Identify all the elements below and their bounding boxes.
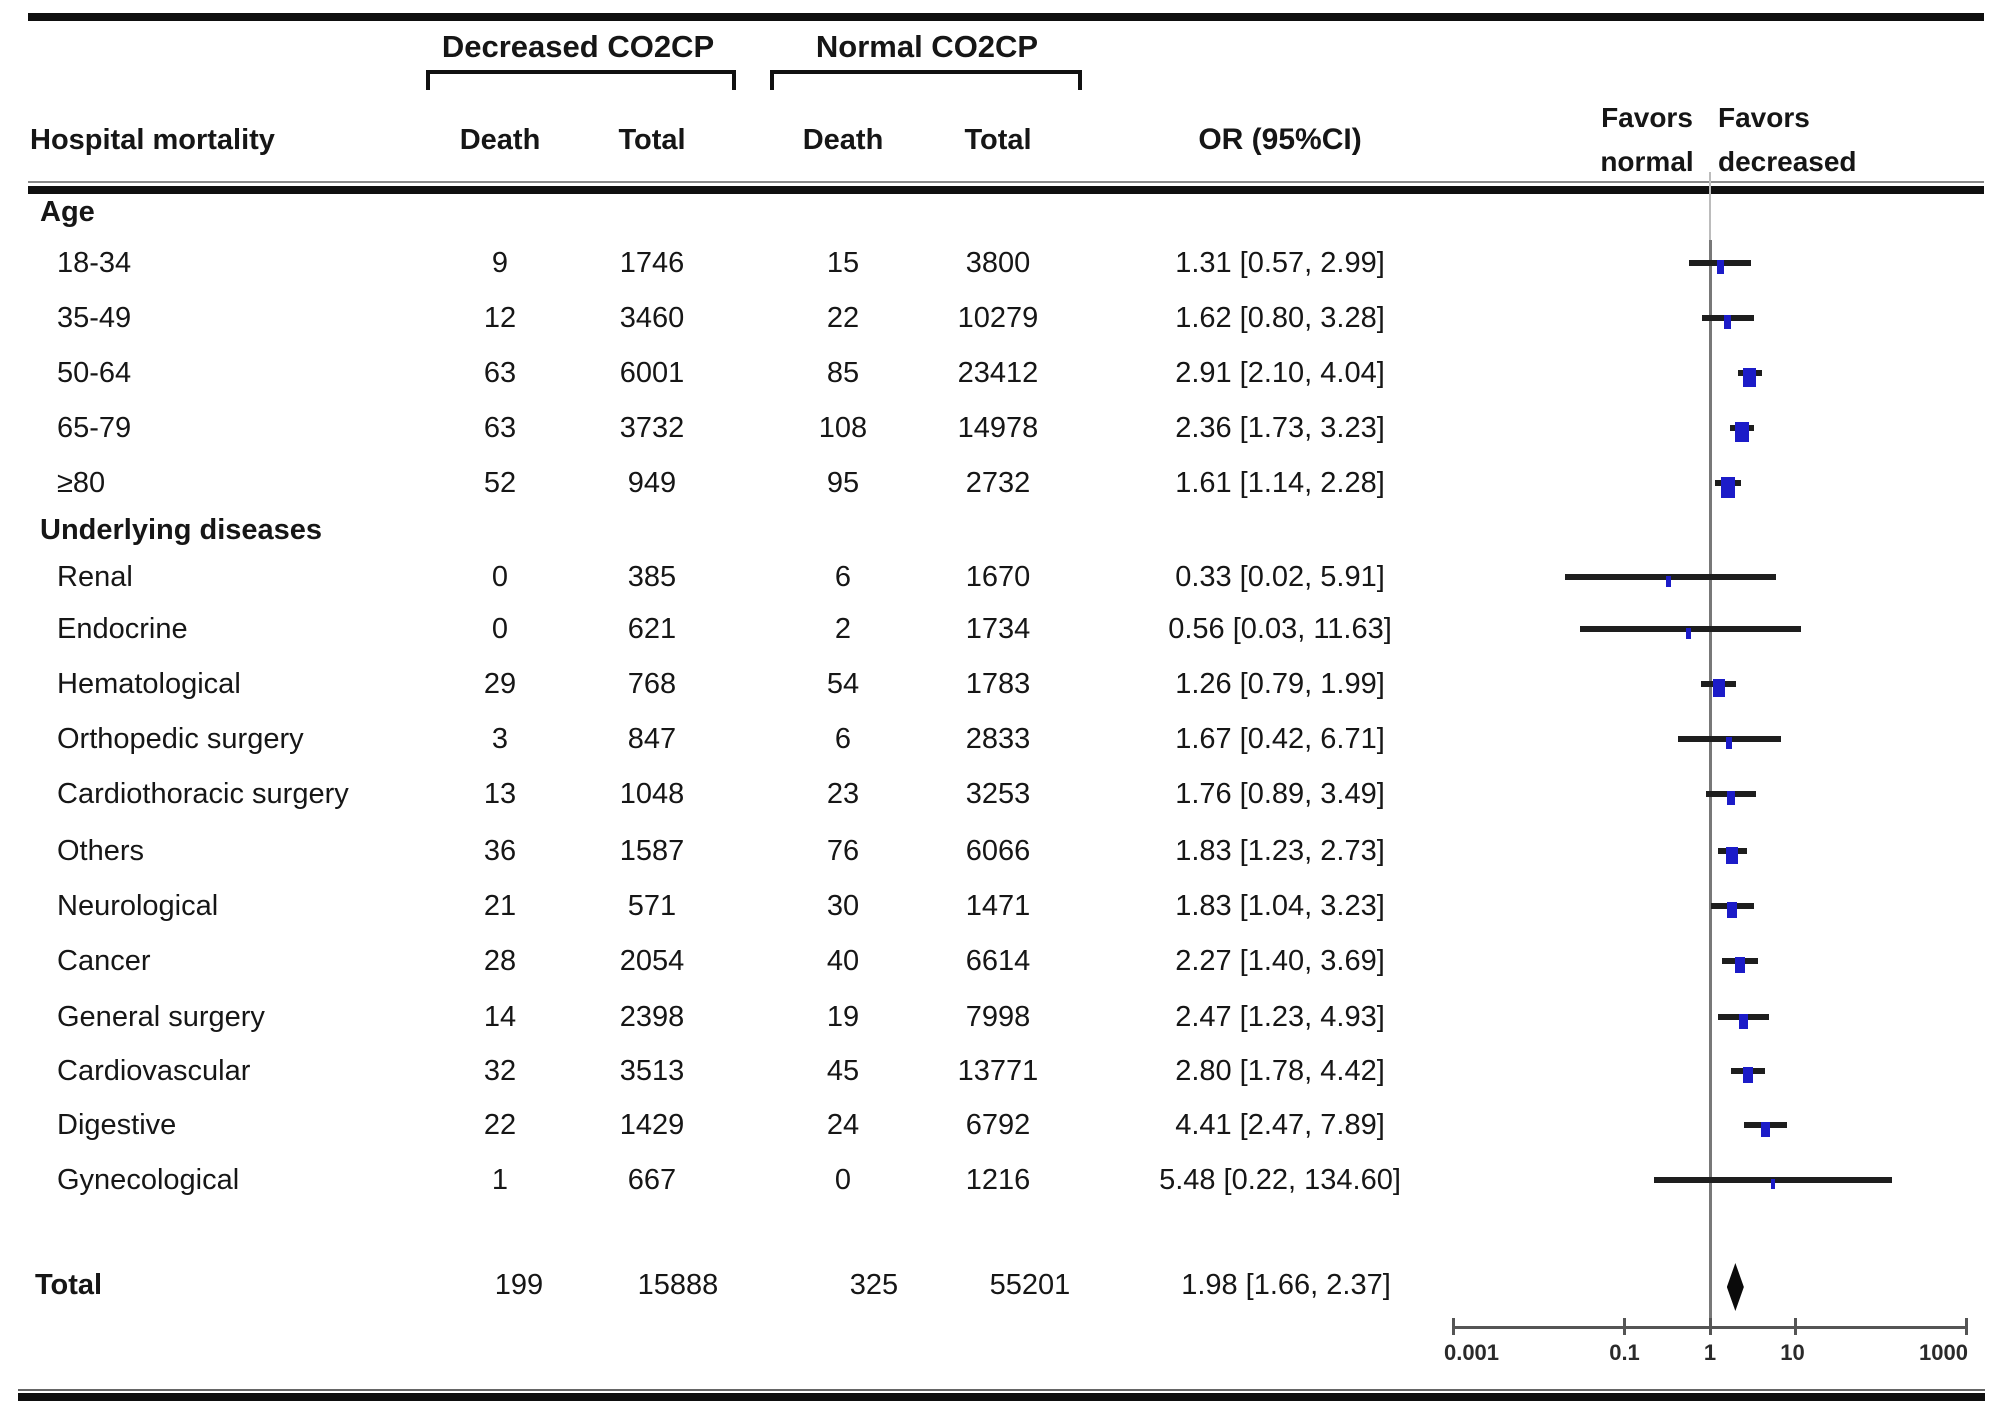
total-decreased-column-header: Total — [618, 124, 686, 156]
or-ci-value: 4.41 [2.47, 7.89] — [1175, 1109, 1385, 1141]
total-normal-value: 6614 — [965, 945, 1031, 977]
death-decreased-value: 36 — [483, 835, 517, 867]
or-ci-value: 2.36 [1.73, 3.23] — [1175, 412, 1385, 444]
total-normal-value: 7998 — [965, 1001, 1031, 1033]
death-normal-column-header: Death — [802, 124, 884, 156]
death-normal-value: 23 — [826, 778, 860, 810]
or-ci-value: 2.80 [1.78, 4.42] — [1175, 1055, 1385, 1087]
total-decreased-value: 3460 — [619, 302, 685, 334]
total-normal-value: 6792 — [965, 1109, 1031, 1141]
total-decreased-value: 949 — [627, 467, 677, 499]
row-label: Others — [57, 835, 145, 867]
summary-diamond — [1727, 1263, 1744, 1311]
or-ci-value: 5.48 [0.22, 134.60] — [1159, 1164, 1401, 1196]
death-normal-value: 45 — [826, 1055, 860, 1087]
axis-tick-label: 1000 — [1919, 1340, 1968, 1365]
total-decreased-value: 1746 — [619, 247, 685, 279]
null-line-upper — [1709, 172, 1711, 240]
death-decreased-value: 199 — [494, 1269, 544, 1301]
death-decreased-value: 63 — [483, 412, 517, 444]
or-marker — [1726, 737, 1732, 749]
favors-decreased-label — [1718, 96, 1857, 184]
death-decreased-value: 0 — [491, 561, 509, 593]
death-normal-value: 76 — [826, 835, 860, 867]
total-decreased-value: 667 — [627, 1164, 677, 1196]
row-label: Gynecological — [57, 1164, 240, 1196]
death-normal-value: 22 — [826, 302, 860, 334]
or-ci-value: 2.91 [2.10, 4.04] — [1175, 357, 1385, 389]
bottom-border — [18, 1393, 1985, 1401]
or-marker — [1717, 260, 1724, 274]
death-decreased-value: 3 — [491, 723, 509, 755]
death-decreased-value: 28 — [483, 945, 517, 977]
row-label: Total — [35, 1269, 103, 1301]
total-decreased-value: 15888 — [637, 1269, 719, 1301]
death-normal-value: 40 — [826, 945, 860, 977]
or-ci-value: 1.83 [1.23, 2.73] — [1175, 835, 1385, 867]
total-decreased-value: 6001 — [619, 357, 685, 389]
or-ci-value: 1.26 [0.79, 1.99] — [1175, 668, 1385, 700]
row-label: Neurological — [57, 890, 219, 922]
total-normal-value: 1734 — [965, 613, 1031, 645]
axis-tick — [1794, 1318, 1797, 1335]
top-border — [28, 13, 1984, 21]
or-marker — [1735, 422, 1749, 442]
death-decreased-value: 1 — [491, 1164, 509, 1196]
axis-tick — [1965, 1318, 1968, 1335]
death-normal-value: 15 — [826, 247, 860, 279]
death-normal-value: 6 — [834, 561, 852, 593]
total-normal-value: 10279 — [957, 302, 1039, 334]
total-normal-value: 14978 — [957, 412, 1039, 444]
section-label: Underlying diseases — [40, 514, 323, 546]
total-decreased-value: 768 — [627, 668, 677, 700]
favors-normal-line1: Favors — [1601, 102, 1693, 133]
death-normal-value: 95 — [826, 467, 860, 499]
decreased-group-bracket — [426, 70, 736, 90]
death-normal-value: 19 — [826, 1001, 860, 1033]
header-underline-thin — [28, 181, 1984, 183]
or-marker — [1727, 791, 1735, 805]
null-line — [1709, 240, 1712, 1327]
death-decreased-value: 12 — [483, 302, 517, 334]
or-ci-value: 2.47 [1.23, 4.93] — [1175, 1001, 1385, 1033]
axis-tick-label: 1 — [1703, 1340, 1717, 1365]
or-ci-value: 1.67 [0.42, 6.71] — [1175, 723, 1385, 755]
or-ci-value: 1.98 [1.66, 2.37] — [1181, 1269, 1391, 1301]
favors-normal-line2: normal — [1600, 146, 1694, 177]
row-label: Cancer — [57, 945, 151, 977]
death-decreased-value: 21 — [483, 890, 517, 922]
or-marker — [1743, 368, 1756, 387]
header-underline — [28, 186, 1984, 194]
total-normal-value: 55201 — [989, 1269, 1071, 1301]
or-ci-column-header: OR (95%CI) — [1198, 123, 1362, 156]
row-label-column-header: Hospital mortality — [30, 124, 275, 156]
total-normal-column-header: Total — [964, 124, 1032, 156]
or-marker — [1735, 957, 1745, 973]
death-decreased-value: 29 — [483, 668, 517, 700]
or-ci-value: 2.27 [1.40, 3.69] — [1175, 945, 1385, 977]
row-label: Orthopedic surgery — [57, 723, 304, 755]
favors-decreased-line2: decreased — [1718, 146, 1857, 177]
total-decreased-value: 2054 — [619, 945, 685, 977]
or-marker — [1721, 477, 1735, 498]
or-marker — [1666, 576, 1671, 587]
total-decreased-value: 1429 — [619, 1109, 685, 1141]
axis-tick-label: 10 — [1780, 1340, 1805, 1365]
or-marker — [1713, 679, 1725, 697]
death-normal-value: 24 — [826, 1109, 860, 1141]
or-ci-value: 1.61 [1.14, 2.28] — [1175, 467, 1385, 499]
death-normal-value: 6 — [834, 723, 852, 755]
death-decreased-value: 32 — [483, 1055, 517, 1087]
death-normal-value: 0 — [834, 1164, 852, 1196]
or-marker — [1739, 1014, 1748, 1029]
row-label: Endocrine — [57, 613, 188, 645]
or-marker — [1743, 1067, 1753, 1083]
total-normal-value: 3253 — [965, 778, 1031, 810]
total-decreased-value: 385 — [627, 561, 677, 593]
total-normal-value: 2833 — [965, 723, 1031, 755]
death-normal-value: 85 — [826, 357, 860, 389]
or-ci-value: 0.56 [0.03, 11.63] — [1168, 613, 1392, 645]
death-normal-value: 2 — [834, 613, 852, 645]
death-decreased-value: 14 — [483, 1001, 517, 1033]
death-normal-value: 325 — [849, 1269, 899, 1301]
death-decreased-value: 9 — [491, 247, 509, 279]
or-ci-value: 1.76 [0.89, 3.49] — [1175, 778, 1385, 810]
death-decreased-value: 13 — [483, 778, 517, 810]
total-normal-value: 1216 — [965, 1164, 1031, 1196]
total-decreased-value: 2398 — [619, 1001, 685, 1033]
row-label: 65-79 — [57, 412, 132, 444]
or-marker — [1686, 628, 1691, 639]
total-decreased-value: 847 — [627, 723, 677, 755]
row-label: General surgery — [57, 1001, 265, 1033]
row-label: Renal — [57, 561, 133, 593]
axis-tick-label: 0.1 — [1609, 1340, 1640, 1365]
death-normal-value: 54 — [826, 668, 860, 700]
death-decreased-column-header: Death — [459, 124, 541, 156]
total-normal-value: 1670 — [965, 561, 1031, 593]
group-header-decreased: Decreased CO2CP — [441, 29, 715, 64]
row-label: Digestive — [57, 1109, 177, 1141]
axis-tick — [1709, 1318, 1712, 1335]
row-label: 18-34 — [57, 247, 132, 279]
total-decreased-value: 3513 — [619, 1055, 685, 1087]
or-ci-value: 1.83 [1.04, 3.23] — [1175, 890, 1385, 922]
row-label: 35-49 — [57, 302, 132, 334]
death-normal-value: 30 — [826, 890, 860, 922]
total-normal-value: 1471 — [965, 890, 1031, 922]
row-label: Cardiothoracic surgery — [57, 778, 349, 810]
or-ci-value: 1.31 [0.57, 2.99] — [1175, 247, 1385, 279]
normal-group-bracket — [770, 70, 1082, 90]
or-ci-value: 1.62 [0.80, 3.28] — [1175, 302, 1385, 334]
or-marker — [1726, 847, 1738, 864]
row-label: Cardiovascular — [57, 1055, 251, 1087]
row-label: ≥80 — [57, 467, 106, 499]
total-normal-value: 1783 — [965, 668, 1031, 700]
or-marker — [1771, 1179, 1775, 1189]
total-normal-value: 13771 — [957, 1055, 1039, 1087]
axis-tick — [1623, 1318, 1626, 1335]
death-normal-value: 108 — [818, 412, 868, 444]
or-marker — [1727, 902, 1737, 918]
axis-tick — [1452, 1318, 1455, 1335]
total-decreased-value: 1048 — [619, 778, 685, 810]
row-label: Hematological — [57, 668, 241, 700]
group-header-normal: Normal CO2CP — [815, 29, 1039, 64]
total-normal-value: 3800 — [965, 247, 1031, 279]
or-marker — [1761, 1122, 1770, 1137]
axis-tick-label: 0.001 — [1443, 1340, 1500, 1365]
or-marker — [1724, 315, 1731, 329]
death-decreased-value: 63 — [483, 357, 517, 389]
death-decreased-value: 22 — [483, 1109, 517, 1141]
death-decreased-value: 0 — [491, 613, 509, 645]
total-decreased-value: 621 — [627, 613, 677, 645]
death-decreased-value: 52 — [483, 467, 517, 499]
total-normal-value: 23412 — [957, 357, 1039, 389]
total-normal-value: 6066 — [965, 835, 1031, 867]
favors-normal-label — [1565, 96, 1729, 184]
total-decreased-value: 3732 — [619, 412, 685, 444]
bottom-border-thin — [18, 1389, 1985, 1391]
row-label: 50-64 — [57, 357, 132, 389]
or-ci-value: 0.33 [0.02, 5.91] — [1175, 561, 1385, 593]
total-normal-value: 2732 — [965, 467, 1031, 499]
total-decreased-value: 571 — [627, 890, 677, 922]
total-decreased-value: 1587 — [619, 835, 685, 867]
favors-decreased-line1: Favors — [1718, 102, 1810, 133]
section-label: Age — [40, 196, 95, 228]
